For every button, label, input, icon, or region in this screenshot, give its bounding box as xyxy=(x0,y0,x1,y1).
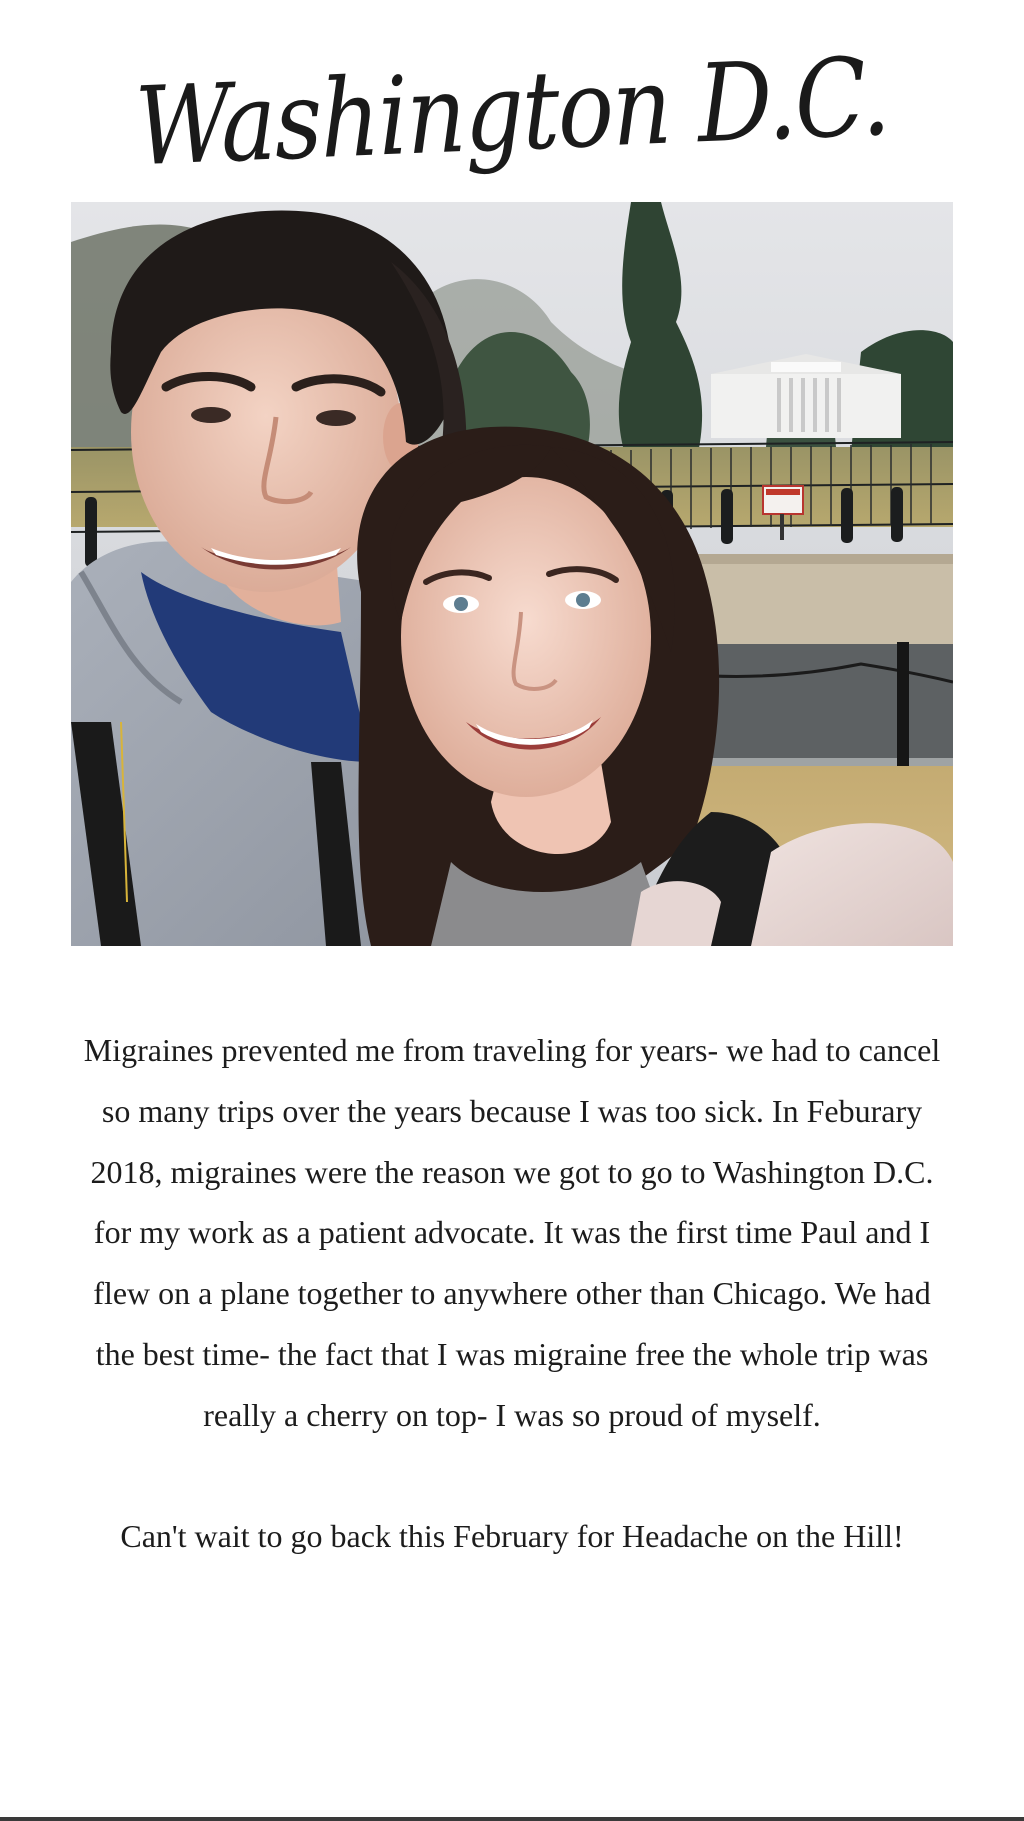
selfie-photo-drawing xyxy=(71,202,953,946)
page-title: Washington D.C. xyxy=(133,34,891,191)
selfie-photo xyxy=(71,202,953,946)
story-paragraph-1: Migraines prevented me from traveling for years- we had to cancel so many trips over the years because I was too sick. In Feburary 2018, migraines were the reason we got to go to Washington D.C. for my work as a patient advocate. It was the first time Paul and I flew on a plane together to anywhere other than Chicago. We had the best time- the fact that I was migraine free the whole trip was really a cherry on top- I was so proud of myself. xyxy=(83,1032,941,1433)
story-paragraph-2: Can't wait to go back this February for Headache on the Hill! xyxy=(120,1518,904,1555)
paragraph-spacer xyxy=(70,1446,954,1507)
post xyxy=(897,642,909,772)
story-text xyxy=(70,1020,954,1567)
bottom-divider xyxy=(0,1817,1024,1821)
